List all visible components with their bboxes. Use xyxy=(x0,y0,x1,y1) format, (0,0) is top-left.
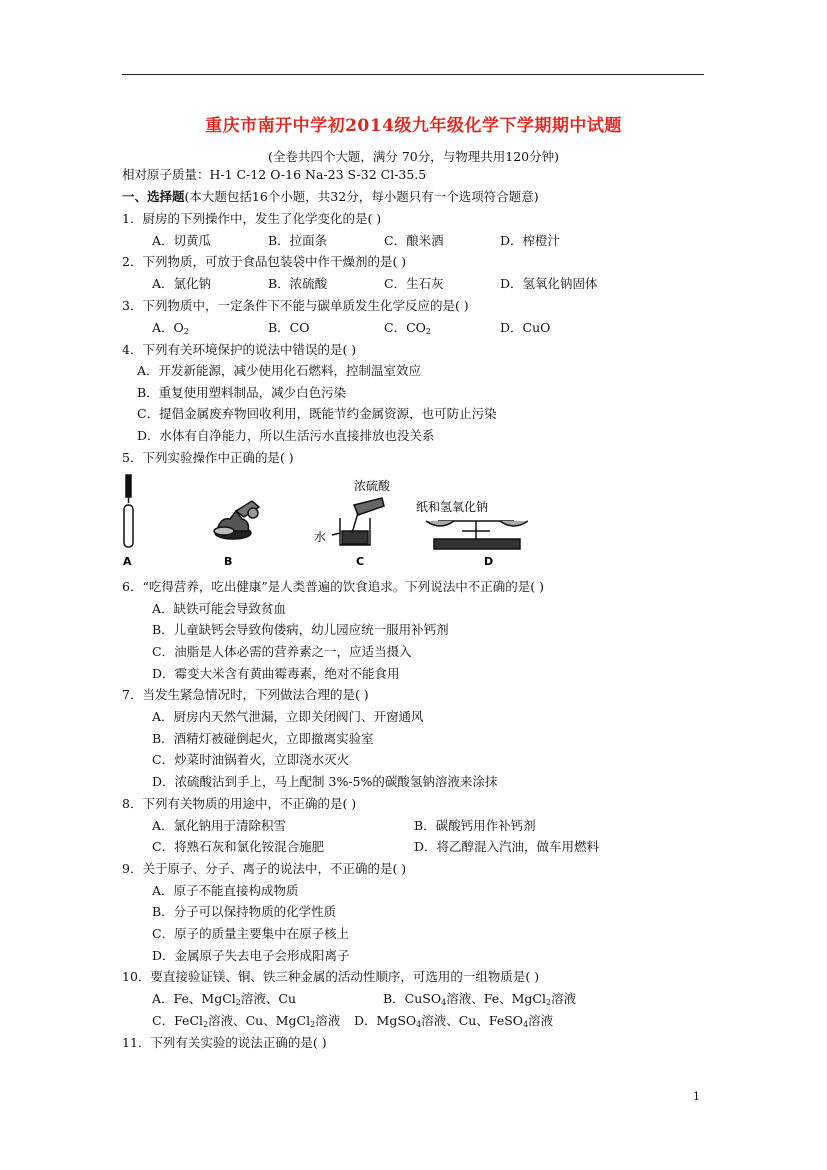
section-note: (本大题包括16个小题，共32分，每小题只有一个选项符合题意) xyxy=(184,189,539,204)
question-stem: 10．要直接验证镁、铜、铁三种金属的活动性顺序，可选用的一组物质是( ) xyxy=(122,969,540,984)
option: B．CO xyxy=(268,320,310,335)
option: D．榨橙汁 xyxy=(500,233,561,248)
question-stem: 9．关于原子、分子、离子的说法中，不正确的是( ) xyxy=(122,861,407,876)
option: D．霉变大米含有黄曲霉毒素，绝对不能食用 xyxy=(152,666,400,681)
question-stem: 2．下列物质，可放于食品包装袋中作干燥剂的是( ) xyxy=(122,254,407,269)
option: D．将乙醇混入汽油，做车用燃料 xyxy=(414,839,600,854)
option: C．炒菜时油锅着火，立即浇水灭火 xyxy=(152,752,350,767)
option: A．Fe、MgCl$_2$溶液、Cu xyxy=(152,991,296,1007)
option: C．生石灰 xyxy=(384,276,444,291)
page-title: 重庆市南开中学初2014级九年级化学下学期期中试题 xyxy=(205,116,622,136)
option: B．碳酸钙用作补钙剂 xyxy=(414,818,536,833)
question-stem: 6．“吃得营养，吃出健康”是人类普遍的饮食追求。下列说法中不正确的是( ) xyxy=(122,579,544,594)
figure-a-dropper xyxy=(124,475,133,547)
option: A．厨房内天然气泄漏，立即关闭阀门、开窗通风 xyxy=(152,709,424,724)
question-stem: 3．下列物质中，一定条件下不能与碳单质发生化学反应的是( ) xyxy=(122,298,469,313)
figure-label-d: D xyxy=(484,555,494,568)
figure-label-a: A xyxy=(123,555,132,568)
figure-text-acid: 浓硫酸 xyxy=(354,479,391,493)
figure-text-balance: 纸和氢氧化钠 xyxy=(416,500,489,514)
atomic-masses: 相对原子质量：H-1 C-12 O-16 Na-23 S-32 Cl-35.5 xyxy=(122,167,427,182)
question-stem: 8．下列有关物质的用途中，不正确的是( ) xyxy=(122,796,357,811)
option: A．氯化钠 xyxy=(152,276,212,291)
option: C．$CO_2$ xyxy=(384,320,431,336)
option: C．将熟石灰和氯化铵混合施肥 xyxy=(152,839,325,854)
option: A．开发新能源，减少使用化石燃料，控制温室效应 xyxy=(137,363,422,378)
figure-b-heating xyxy=(214,501,259,539)
option: D．氢氧化钠固体 xyxy=(500,276,598,291)
header-rule xyxy=(122,74,704,75)
option: D．金属原子失去电子会形成阳离子 xyxy=(152,948,350,963)
option: B．拉面条 xyxy=(268,233,328,248)
option: D．MgSO$_4$溶液、Cu、FeSO$_4$溶液 xyxy=(354,1013,554,1029)
question-stem: 1．厨房的下列操作中，发生了化学变化的是( ) xyxy=(122,211,382,226)
option: C．油脂是人体必需的营养素之一，应适当摄入 xyxy=(152,644,412,659)
option: B．分子可以保持物质的化学性质 xyxy=(152,904,337,919)
option: B．CuSO$_4$溶液、Fe、MgCl$_2$溶液 xyxy=(383,991,577,1007)
option: A．原子不能直接构成物质 xyxy=(152,883,299,898)
option: A．$O_2$ xyxy=(152,320,189,336)
section-header xyxy=(122,189,539,205)
question-stem: 11．下列有关实验的说法正确的是( ) xyxy=(122,1035,327,1050)
option: D．CuO xyxy=(500,320,551,335)
figure-label-c: C xyxy=(356,555,365,568)
lab-operations-figure xyxy=(118,473,528,568)
option: C．原子的质量主要集中在原子核上 xyxy=(152,926,350,941)
option: D．水体有自净能力，所以生活污水直接排放也没关系 xyxy=(137,428,435,443)
figure-c-dilution xyxy=(332,498,384,545)
option: B．浓硫酸 xyxy=(268,276,328,291)
page-number: 1 xyxy=(693,1090,700,1103)
option: C．FeCl$_2$溶液、Cu、MgCl$_2$溶液 xyxy=(152,1013,341,1029)
option: B．儿童缺钙会导致佝偻病，幼儿园应统一服用补钙剂 xyxy=(152,622,449,637)
option: B．重复使用塑料制品，减少白色污染 xyxy=(137,385,347,400)
exam-info: (全卷共四个大题，满分 70分，与物理共用120分钟) xyxy=(268,149,559,164)
question-stem: 7．当发生紧急情况时，下列做法合理的是( ) xyxy=(122,687,369,702)
figure-d-balance xyxy=(426,521,528,549)
section-title: 一、选择题 xyxy=(122,189,185,204)
figure-text-water: 水 xyxy=(314,530,327,544)
option: A．切黄瓜 xyxy=(152,233,212,248)
option: C．提倡金属废弃物回收利用，既能节约金属资源，也可防止污染 xyxy=(137,406,497,421)
option: D．浓硫酸沾到手上，马上配制 3%-5%的碳酸氢钠溶液来涂抹 xyxy=(152,774,498,789)
option: B．酒精灯被碰倒起火，立即撤离实验室 xyxy=(152,731,374,746)
option: A．缺铁可能会导致贫血 xyxy=(152,601,287,616)
option: A．氯化钠用于清除积雪 xyxy=(152,818,287,833)
question-stem: 4．下列有关环境保护的说法中错误的是( ) xyxy=(122,342,357,357)
question-stem: 5．下列实验操作中正确的是( ) xyxy=(122,450,294,465)
figure-label-b: B xyxy=(224,555,233,568)
option: C．酿米酒 xyxy=(384,233,444,248)
